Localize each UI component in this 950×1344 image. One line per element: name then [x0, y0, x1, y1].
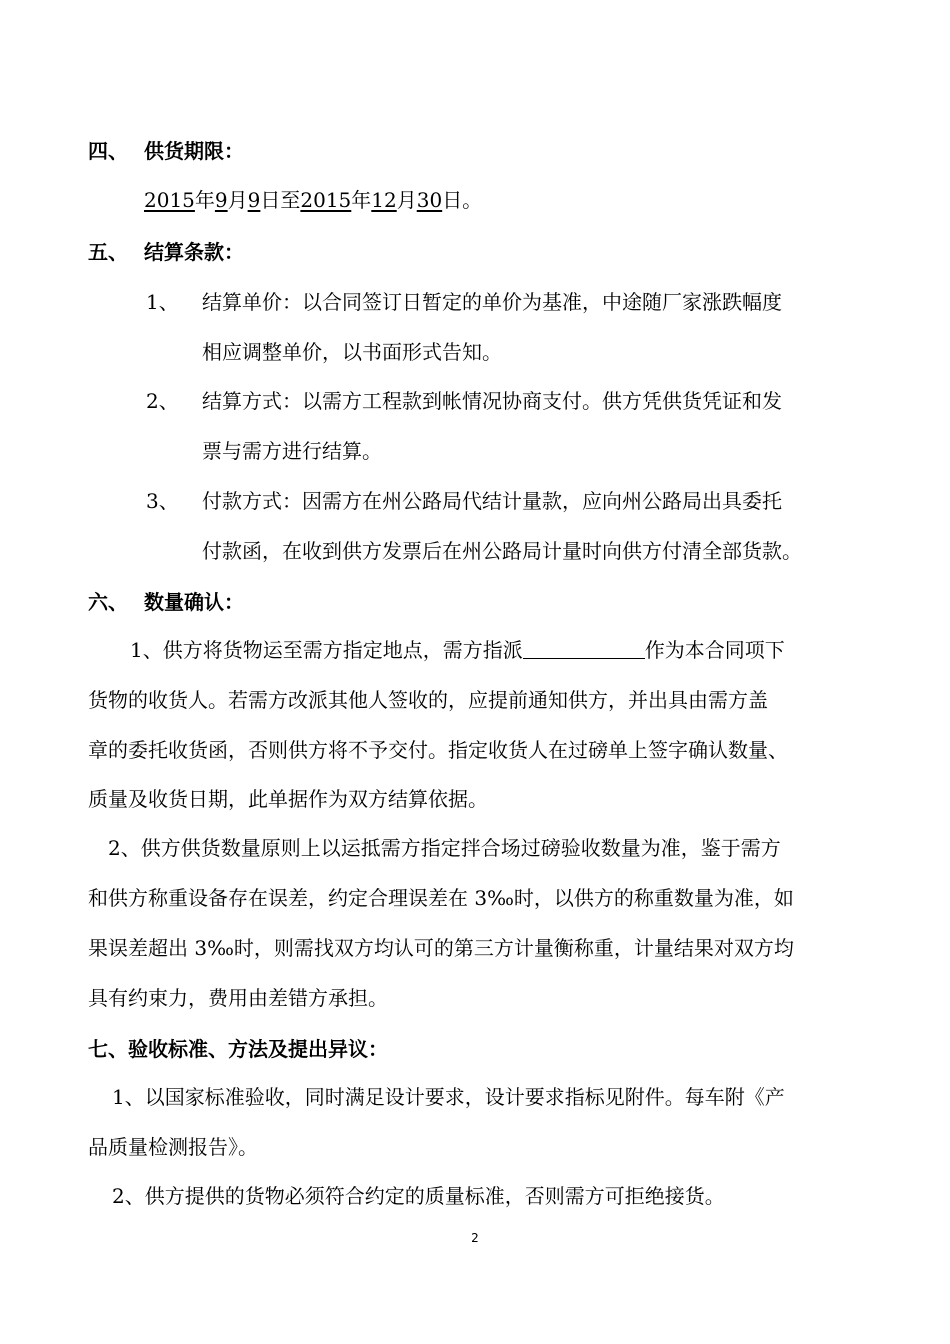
- day-to-label: 日至: [260, 188, 301, 212]
- settlement-item-3-line-2: 付款函，在收到供方发票后在州公路局计量时向供方付清全部货款。: [202, 539, 802, 563]
- quantity-para-1-line-3: 章的委托收货函，否则供方将不予交付。指定收货人在过磅单上签字确认数量、: [88, 738, 788, 762]
- section-7-heading: 七、验收标准、方法及提出异议：: [88, 1037, 388, 1061]
- settlement-item-1-line-2: 相应调整单价，以书面形式告知。: [202, 340, 502, 364]
- year-label: 年: [194, 188, 215, 212]
- section-4-title: 供货期限：: [144, 139, 244, 163]
- section-5-title: 结算条款：: [144, 240, 244, 264]
- quantity-para-1-line-2: 货物的收货人。若需方改派其他人签收的，应提前通知供方，并出具由需方盖: [88, 688, 768, 712]
- settlement-item-1-number: 1、: [146, 290, 179, 314]
- section-5-heading: [88, 238, 244, 266]
- end-year: 2015: [300, 188, 352, 212]
- year-label: 年: [351, 188, 372, 212]
- settlement-item-2-line-1: 结算方式：以需方工程款到帐情况协商支付。供方凭供货凭证和发: [202, 389, 782, 413]
- quantity-para-2-line-1: 2、供方供货数量原则上以运抵需方指定拌合场过磅验收数量为准，鉴于需方: [108, 836, 781, 860]
- settlement-item-3-line-1: 付款方式：因需方在州公路局代结计量款，应向州公路局出具委托: [202, 489, 782, 513]
- quantity-para-2-line-4: 具有约束力，费用由差错方承担。: [88, 986, 388, 1010]
- quantity-para-1-line-4: 质量及收货日期，此单据作为双方结算依据。: [88, 787, 488, 811]
- acceptance-para-1-line-1: 1、以国家标准验收，同时满足设计要求，设计要求指标见附件。每车附《产: [112, 1085, 785, 1109]
- month-label: 月: [227, 188, 248, 212]
- start-year: 2015: [144, 188, 195, 212]
- acceptance-para-2: 2、供方提供的货物必须符合约定的质量标准，否则需方可拒绝接货。: [112, 1184, 725, 1208]
- section-6-heading: [88, 588, 244, 616]
- quantity-para-2-line-2: 和供方称重设备存在误差，约定合理误差在 3‰时，以供方的称重数量为准，如: [88, 886, 794, 910]
- settlement-item-2-number: 2、: [146, 389, 179, 413]
- quantity-para-1-text-a: 1、供方将货物运至需方指定地点，需方指派: [130, 638, 523, 662]
- day-end-label: 日。: [442, 188, 483, 212]
- quantity-para-2-line-3: 果误差超出 3‰时，则需找双方均认可的第三方计量衡称重，计量结果对双方均: [88, 936, 794, 960]
- section-4-number: 四、: [88, 139, 128, 163]
- start-day: 9: [247, 188, 261, 212]
- section-4-heading: [88, 137, 244, 165]
- quantity-para-1-text-b: 作为本合同项下: [644, 638, 785, 662]
- receiver-blank: [523, 638, 645, 659]
- supply-period: [144, 186, 482, 214]
- settlement-item-1-line-1: 结算单价：以合同签订日暂定的单价为基准，中途随厂家涨跌幅度: [202, 290, 782, 314]
- month-label: 月: [396, 188, 417, 212]
- section-6-title: 数量确认：: [144, 590, 244, 614]
- start-month: 9: [214, 188, 228, 212]
- settlement-item-3-number: 3、: [146, 489, 179, 513]
- page-number: 2: [471, 1231, 479, 1245]
- quantity-para-1-line-1: [130, 636, 785, 664]
- end-day: 30: [416, 188, 443, 212]
- end-month: 12: [371, 188, 397, 212]
- section-5-number: 五、: [88, 240, 128, 264]
- acceptance-para-1-line-2: 品质量检测报告》。: [88, 1135, 258, 1159]
- settlement-item-2-line-2: 票与需方进行结算。: [202, 439, 382, 463]
- section-6-number: 六、: [88, 590, 128, 614]
